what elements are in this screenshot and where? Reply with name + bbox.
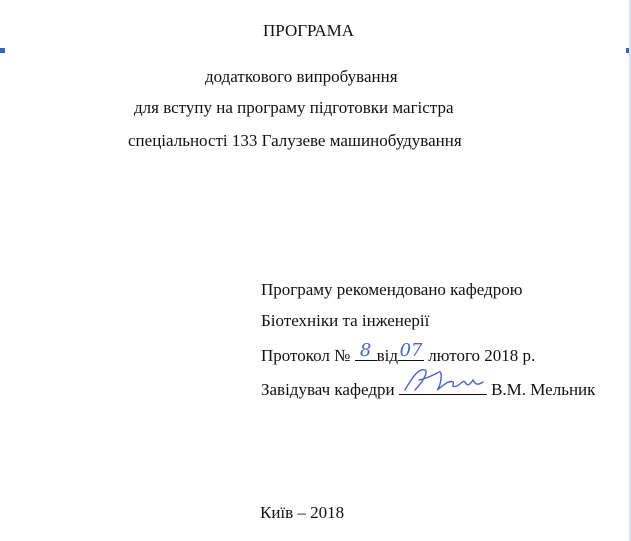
approval-line-1: Програму рекомендовано кафедрою [261,280,523,299]
protocol-day-blank [398,342,424,361]
head-label: Завідувач кафедри [261,380,395,399]
head-name: В.М. Мельник [491,380,596,399]
protocol-prefix: Протокол № [261,346,351,365]
approval-line-2: Біотехніки та інженерії [261,311,430,330]
document-title: ПРОГРАМА [263,21,354,40]
protocol-day-handwritten: 07 [399,340,423,361]
protocol-from: від [376,346,399,365]
handwritten-signature [399,366,487,394]
signature-blank [399,376,487,395]
footer-city-year: Київ – 2018 [260,503,345,522]
head-line [261,376,595,400]
subtitle-line-2: для вступу на програму підготовки магістра [134,98,454,117]
protocol-number-blank [355,342,377,361]
protocol-number-handwritten: 8 [359,340,372,361]
subtitle-line-3: спеціальності 133 Галузеве машинобудування [128,131,462,150]
protocol-line [261,342,535,366]
protocol-suffix: лютого 2018 р. [428,346,536,365]
scan-edge-mark-left [0,48,5,53]
subtitle-line-1: додаткового випробування [205,67,398,86]
